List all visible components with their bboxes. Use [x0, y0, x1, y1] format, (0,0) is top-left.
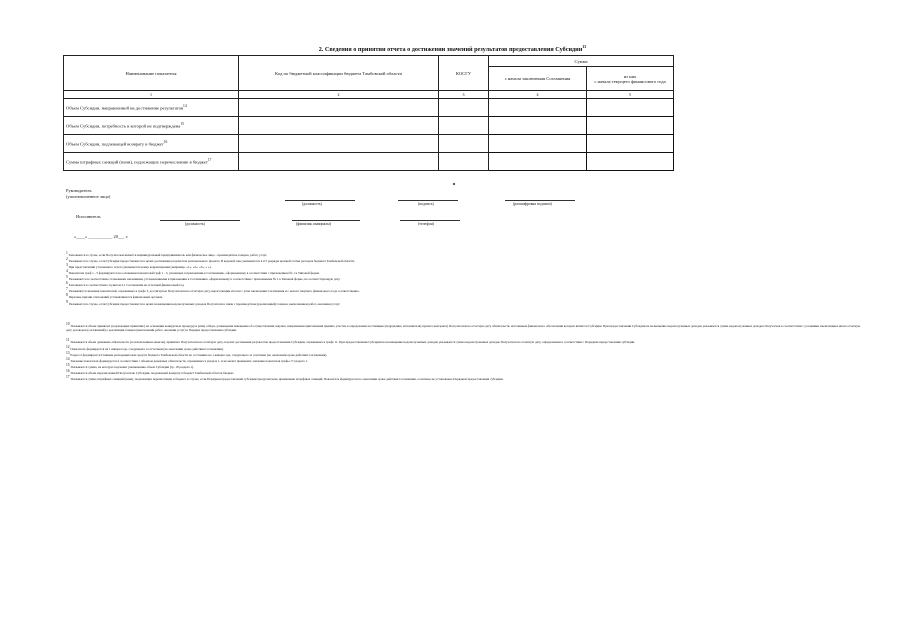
- row-label-text: Объем Субсидии, подлежащей возврату в бюджет: [66, 141, 164, 147]
- header-indicator: Наименование показателя: [64, 56, 239, 91]
- cell-sum-year[interactable]: [587, 153, 674, 171]
- col-number-3: 3: [439, 91, 489, 99]
- row-label-text: Объем Субсидии, потребность в которой не подтверждена: [66, 123, 181, 129]
- cell-sum-from-start[interactable]: [489, 153, 587, 171]
- row-label: [64, 117, 239, 135]
- head-signature-line[interactable]: [398, 200, 458, 201]
- col-number-1: 1: [64, 91, 239, 99]
- title-footnote-mark: 13: [582, 44, 587, 49]
- cell-bk-code[interactable]: [239, 135, 439, 153]
- cell-sum-year[interactable]: [587, 135, 674, 153]
- table-row: [64, 99, 674, 117]
- row-label: [64, 99, 239, 117]
- footnote: $^2$ Указывается в случае, если Субсидия предоставляется в целях достижения результатов регионального проекта. В кодовой зоне указываются 4 и 5 разряды целевой статьи расходов бюджета Тамбовской области.: [66, 257, 355, 264]
- footnote: $^{17}$ Указывается сумма штрафных санкций (пени), подлежащих перечислению в бюджет, в случае, если Порядком предоставления субсидии предусмотрено применение штрафных санкций. Показатель формируется по окончании срока действия Соглашения, если иное не установлено Порядком предоставления субсидии.: [66, 375, 504, 382]
- footnote: $^4$ Показатели граф 1 - 5 формируются на основании показателей граф 1 - 5, указанных в приложении к Соглашению, оформленному в соответствии с приложением № 1 к Типовой форме.: [66, 269, 320, 276]
- footnote: $^{16}$ Указывается объем перечисленной Получателю Субсидии, подлежащей возврату в бюджет Тамбовской области бюджет.: [66, 368, 235, 376]
- cell-kosgu[interactable]: [439, 153, 489, 171]
- head-label: Руководитель: [66, 188, 92, 193]
- footnotes-block-1: [66, 251, 360, 306]
- scan-mark: [453, 183, 455, 185]
- header-kosgu: КОСГУ: [439, 56, 489, 91]
- executor-position-caption: (должность): [185, 222, 205, 226]
- section-title: [0, 44, 905, 53]
- cell-sum-from-start[interactable]: [489, 117, 587, 135]
- col-number-2: 2: [239, 91, 439, 99]
- table-row: [64, 153, 674, 171]
- executor-position-line[interactable]: [160, 220, 240, 221]
- head-signature-caption: (подпись): [418, 202, 434, 206]
- row-footnote-mark: 15: [180, 122, 184, 127]
- col-number-4: 4: [489, 91, 587, 99]
- header-sum: Сумма: [489, 56, 674, 67]
- footnote: $^{12}$ Показатель формируется на 1 января года, следующего за отчетным (по окончании срока действия Соглашения).: [66, 344, 224, 351]
- row-footnote-mark: 16: [163, 140, 168, 145]
- executor-label: Исполнитель: [76, 214, 101, 219]
- cell-sum-year[interactable]: [587, 117, 674, 135]
- footnote: $^{11}$ Указывается объем денежных обязательств (за исключением авансов), принятых Получателем на отчетную дату, в целях достижения результатов предоставления Субсидии, отраженных в графе 11. При предоставлении Субсидии на возмещение недополученных доходов указывается сумма недополученных доходов Получателя на отчетную дату, определенная в соответствии с Порядком предоставления субсидии.: [66, 338, 636, 345]
- footnote: $^{10}$ Указывается объем принятых (подлежащих принятию) на основании конкурсных процедур и (или) отбора, размещения извещения об осуществлении закупок, направления приглашения принять участие в определении поставщика (подрядчика, исполнителя) проекта контракта) Получателем на отчетную дату обязательств, источником финансового обеспечения которых является Субсидия. При предоставлении Субсидии на возмещение недополученных доходов указывается сумма недополученных доходов Получателя в соответствии с условиями заключенных им на отчетную дату договоров (соглашений) о реализации товаров (выполнении работ, оказании услуг) в Порядке предоставления субсидии.: [66, 322, 861, 333]
- executor-fio-caption: (фамилия, инициалы): [296, 222, 332, 226]
- executor-fio-line[interactable]: [292, 220, 360, 221]
- head-position-line[interactable]: [285, 200, 355, 201]
- table-row: [64, 117, 674, 135]
- header-bk-code: Код по бюджетной классификации бюджета Тамбовской области: [239, 56, 439, 91]
- row-label-text: Сумма штрафных санкций (пени), подлежащих перечислению в бюджет: [66, 159, 208, 165]
- cell-bk-code[interactable]: [239, 99, 439, 117]
- col-number-5: 5: [587, 91, 674, 99]
- section-title-text: 2. Сведения о принятии отчета о достижении значений результатов предоставления Субсидии: [318, 46, 583, 54]
- cell-sum-from-start[interactable]: [489, 135, 587, 153]
- footnote: $^9$ Указывается в случае, если Субсидия предоставляется в целях возмещения недополученных доходов Получателя в связи с производством (реализацией) товаров, выполнением работ, оказанием услуг.: [66, 299, 341, 306]
- footnote: $^{14}$ Значение показателя формируется в соответствии с объемом денежных обязательств, отраженных в разделе 1, и не может превышать значение показателя графы 17 раздела 1.: [66, 356, 308, 363]
- head-decoding-line[interactable]: [505, 200, 575, 201]
- cell-bk-code[interactable]: [239, 117, 439, 135]
- footnote: $^{13}$ Раздел 2 формируется Главным распорядителем средств бюджета Тамбовской области по состоянию на 1 января года, следующего за отчетным (по окончании срока действия Соглашения).: [66, 350, 328, 357]
- cell-kosgu[interactable]: [439, 117, 489, 135]
- executor-phone-line[interactable]: [400, 220, 460, 221]
- head-decoding-caption: (расшифровка подписи): [513, 202, 552, 206]
- cell-kosgu[interactable]: [439, 135, 489, 153]
- footnote: $^5$ Указываются в соответствии с плановыми значениями, установленными в приложении к Соглашению, оформленному в соответствии с приложением № 1 к Типовой форме, на соответствующую дату.: [66, 275, 341, 282]
- date-line[interactable]: «____» ___________ 20___ г.: [74, 234, 128, 239]
- cell-kosgu[interactable]: [439, 99, 489, 117]
- row-label: [64, 135, 239, 153]
- executor-phone-caption: (телефон): [418, 222, 434, 226]
- header-from-start: с начала заключения Соглашения: [489, 67, 587, 91]
- footnote: $^{15}$ Указывается сумма, на которую подлежит уменьшению объем Субсидии (гр. 18 раздела 1).: [66, 362, 194, 369]
- table-row: [64, 135, 674, 153]
- header-of-them: [587, 67, 674, 91]
- header-from-year-start: с начала текущего финансового года: [594, 78, 666, 84]
- cell-sum-from-start[interactable]: [489, 99, 587, 117]
- row-footnote-mark: 17: [207, 158, 212, 163]
- row-label: [64, 153, 239, 171]
- footnote: $^7$ Указываются значения показателей, отраженных в графе 3, достигнутые Получателем на отчетную дату, нарастающим итогом с даты заключения Соглашения и с начала текущего финансового года соответственно.: [66, 287, 360, 294]
- cell-sum-year[interactable]: [587, 99, 674, 117]
- footnote: $^1$ Заполняется в случае, если Получателем является индивидуальный предприниматель или физическое лицо - производитель товаров, работ, услуг.: [66, 251, 268, 258]
- row-footnote-mark: 14: [183, 104, 187, 109]
- header-of-them-label: из них: [623, 73, 637, 79]
- head-sub-label: (уполномоченное лицо): [66, 194, 111, 199]
- row-label-text: Объем Субсидии, направленной на достижение результатов: [66, 105, 184, 111]
- acceptance-table: [63, 55, 674, 171]
- footnote: $^8$ Перечень причин отклонений устанавливается финансовым органом.: [66, 293, 163, 300]
- head-position-caption: (должность): [302, 202, 322, 206]
- cell-bk-code[interactable]: [239, 153, 439, 171]
- footnotes-block-2: [66, 322, 866, 381]
- footnote: $^6$ Заполняется в соответствии с пунктом 2.1 Соглашения на отчетный финансовый год.: [66, 281, 185, 288]
- footnote: $^3$ При представлении уточненного отчета указывается номер корректировки (например, «1», «2», «3», « »).: [66, 263, 212, 270]
